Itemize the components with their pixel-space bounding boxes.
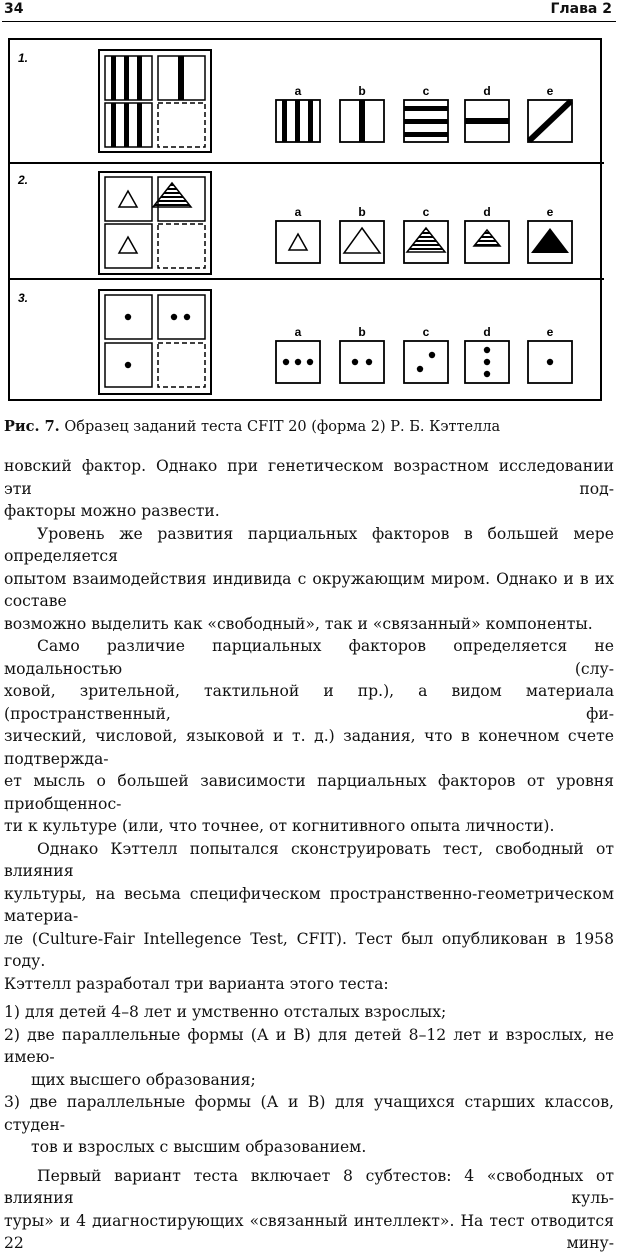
text-line: ле (Culture-Fair Intellegence Test, CFIT). Тест был опубликован в 1958 году. <box>4 929 614 970</box>
row-3-options <box>276 325 572 383</box>
option-letter-b: b <box>358 84 366 98</box>
caption-label: Рис. 7. <box>4 418 60 435</box>
cfit-figure <box>8 38 602 401</box>
option-letter-c: c <box>422 205 430 219</box>
row-3-matrix <box>99 290 211 394</box>
body-text <box>4 455 614 1255</box>
option-letter-d: d <box>483 205 491 219</box>
running-head: Глава 2 <box>550 1 612 17</box>
option-letter-d: d <box>483 84 491 98</box>
text-line: зический, числовой, языковой и т. д.) задания, что в конечном счете подтвержда- <box>4 727 614 768</box>
text-line: факторы можно развести. <box>4 502 220 520</box>
text-line: новский фактор. Однако при генетическом возрастном исследовании эти под- <box>4 457 614 498</box>
option-letter-a: a <box>294 325 302 339</box>
row-3-label: 3. <box>18 291 29 305</box>
list-item: 2) две параллельные формы (А и В) для детей 8–12 лет и взрослых, не имею- <box>4 1025 614 1066</box>
figure-caption <box>4 418 500 435</box>
text-line: Уровень же развития парциальных факторов в большей мере определяется <box>4 524 614 565</box>
option-letter-a: a <box>294 84 302 98</box>
text-line: Кэттелл разработал три варианта этого теста: <box>4 974 389 993</box>
text-line: опытом взаимодействия индивида с окружающим миром. Однако и в их составе <box>4 569 614 610</box>
text-line: культуры, на весьма специфическом пространственно-геометрическом материа- <box>4 884 614 925</box>
option-letter-e: e <box>546 84 554 98</box>
option-letter-b: b <box>358 205 366 219</box>
row-1-label: 1. <box>18 51 29 65</box>
header-rule <box>2 21 616 22</box>
list-item-continuation: щих высшего образования; <box>31 1070 256 1089</box>
text-line: Первый вариант теста включает 8 субтестов: 4 «свободных от влияния куль- <box>4 1166 614 1207</box>
page-number: 34 <box>4 1 24 17</box>
list-item: 3) две параллельные формы (А и В) для учащихся старших классов, студен- <box>4 1093 614 1134</box>
caption-text: Образец заданий теста CFIT 20 (форма 2) Р. Б. Кэттелла <box>64 419 501 435</box>
option-letter-b: b <box>358 325 366 339</box>
text-line: возможно выделить как «свободный», так и «связанный» компоненты. <box>4 614 593 633</box>
text-line: туры» и 4 диагностирующих «связанный интеллект». На тест отводится 22 мину- <box>4 1211 614 1252</box>
text-line: ховой, зрительной, тактильной и пр.), а видом материала (пространственный, фи- <box>4 682 614 723</box>
option-letter-a: a <box>294 205 302 219</box>
text-line: ет мысль о большей зависимости парциальных факторов от уровня приобщеннос- <box>4 772 614 813</box>
option-letter-e: e <box>546 205 554 219</box>
row-2-options <box>276 205 572 263</box>
page-header <box>0 0 620 22</box>
row-2-matrix <box>99 172 211 274</box>
list-item: 1) для детей 4–8 лет и умственно отсталых взрослых; <box>4 1003 447 1021</box>
figure-canvas <box>10 40 604 403</box>
text-line: Однако Кэттелл попытался сконструировать тест, свободный от влияния <box>4 839 614 880</box>
text-line: ти к культуре (или, что точнее, от когнитивного опыта личности). <box>4 817 555 835</box>
row-2-label: 2. <box>18 173 29 187</box>
text-line: Само различие парциальных факторов определяется не модальностью (слу- <box>4 637 614 678</box>
option-letter-d: d <box>483 325 491 339</box>
option-letter-e: e <box>546 325 554 339</box>
list-item-continuation: тов и взрослых с высшим образованием. <box>31 1138 367 1156</box>
option-letter-c: c <box>422 325 430 339</box>
row-1-options <box>276 84 572 142</box>
row-1-matrix <box>99 50 211 152</box>
option-letter-c: c <box>422 84 430 98</box>
